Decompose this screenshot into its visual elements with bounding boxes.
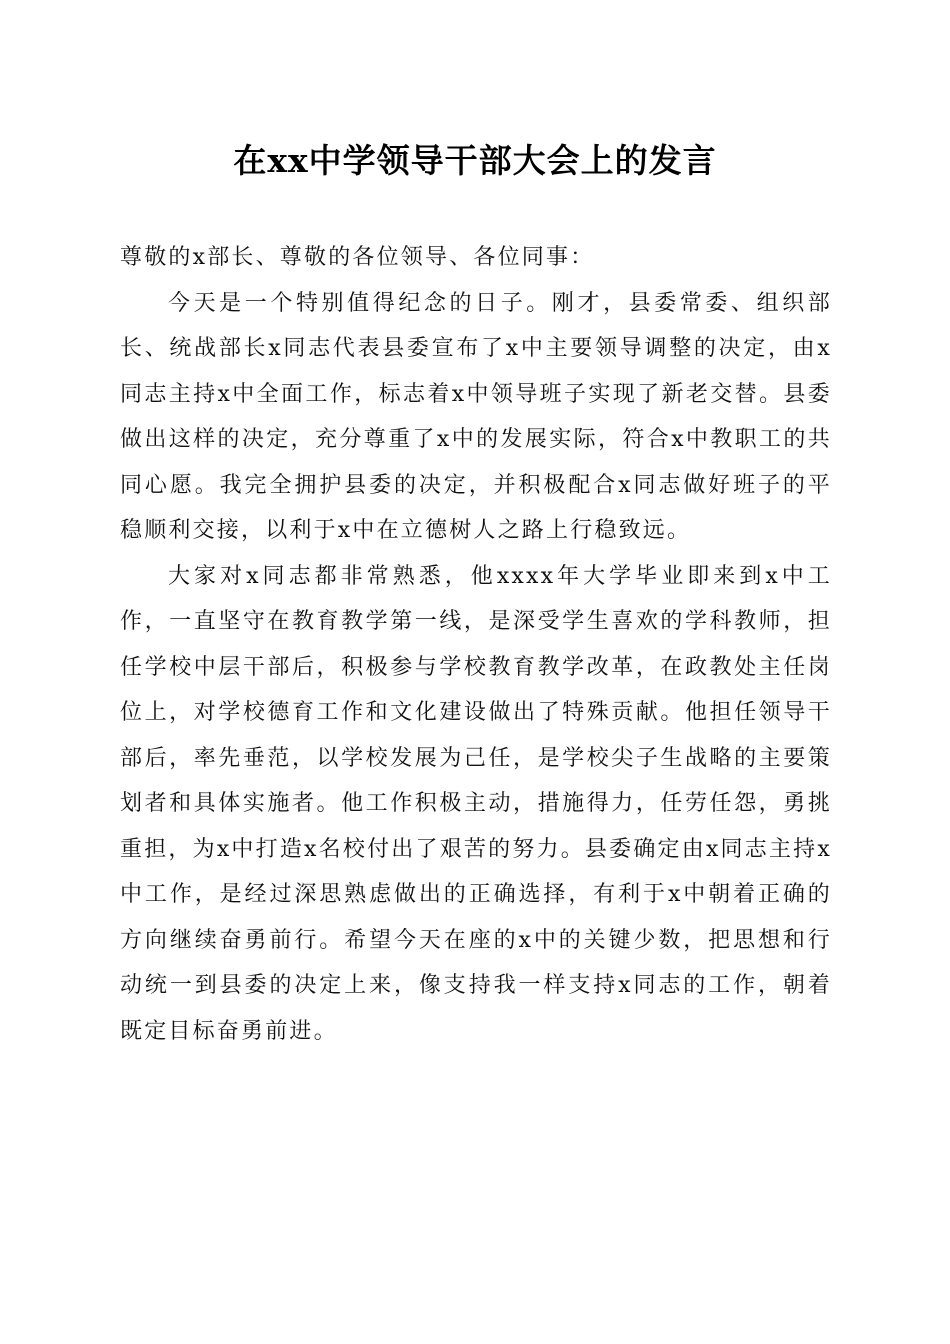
paragraph-1: 今天是一个特别值得纪念的日子。刚才，县委常委、组织部长、统战部长x同志代表县委宣布了x中主要领导调整的决定，由x同志主持x中全面工作，标志着x中领导班子实现了新老交替。县委做出这样的决定，充分尊重了x中的发展实际，符合x中教职工的共同心愿。我完全拥护县委的决定，并积极配合x同志做好班子的平稳顺利交接，以利于x中在立德树人之路上行稳致远。 bbox=[120, 290, 832, 543]
salutation: 尊敬的x部长、尊敬的各位领导、各位同事： bbox=[120, 245, 595, 270]
paragraph-2: 大家对x同志都非常熟悉，他xxxx年大学毕业即来到x中工作，一直坚守在教育教学第一线，是深受学生喜欢的学科教师，担任学校中层干部后，积极参与学校教育教学改革，在政教处主任岗位上，对学校德育工作和文化建设做出了特殊贡献。他担任领导干部后，率先垂范，以学校发展为己任，是学校尖子生战略的主要策划者和具体实施者。他工作积极主动，措施得力，任劳任怨，勇挑重担，为x中打造x名校付出了艰苦的努力。县委确定由x同志主持x中工作，是经过深思熟虑做出的正确选择，有利于x中朝着正确的方向继续奋勇前行。希望今天在座的x中的关键少数，把思想和行动统一到县委的决定上来，像支持我一样支持x同志的工作，朝着既定目标奋勇前进。 bbox=[120, 563, 832, 1044]
document-title: 在xx中学领导干部大会上的发言 bbox=[233, 141, 717, 180]
document-body bbox=[120, 235, 832, 1054]
